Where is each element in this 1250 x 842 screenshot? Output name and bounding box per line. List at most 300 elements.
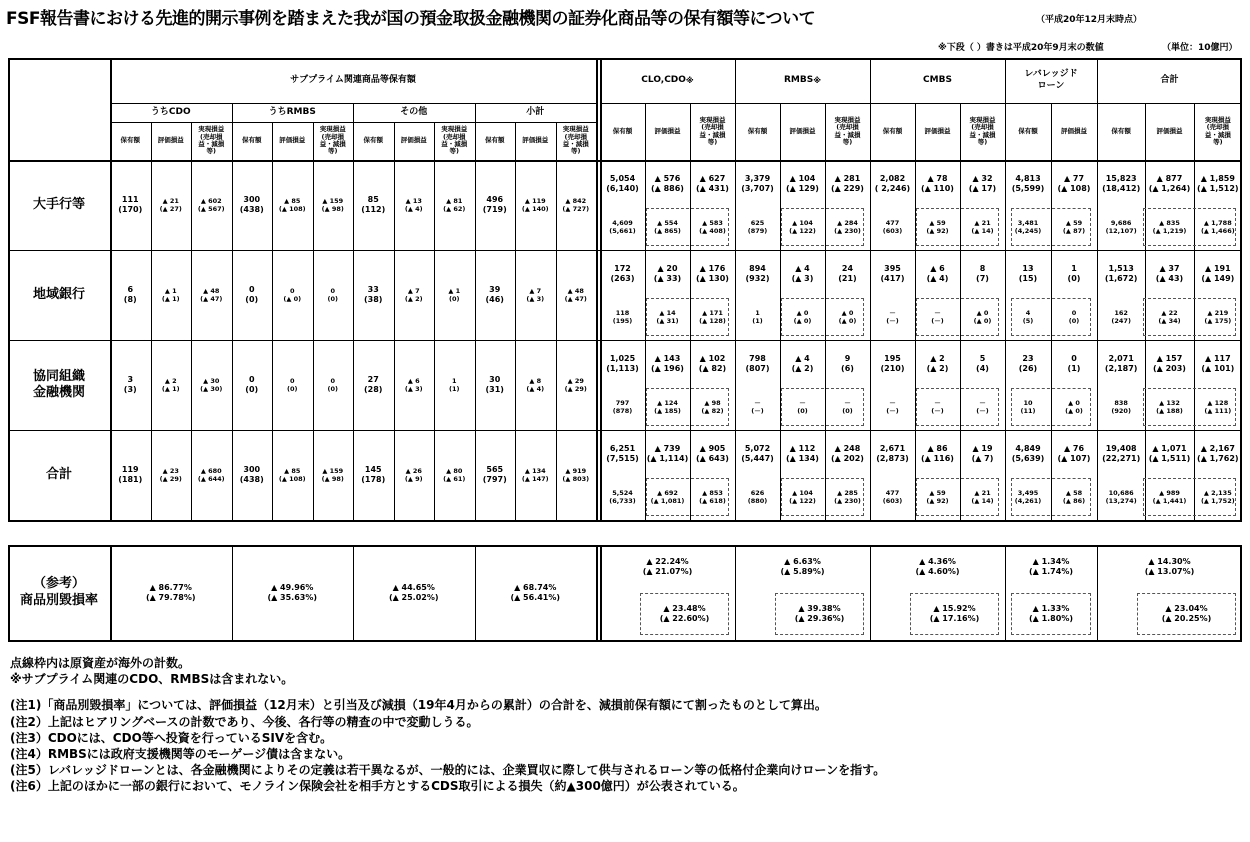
current-value: ▲ 8 — [529, 376, 542, 385]
value-cell — [434, 180, 475, 230]
value-cell — [515, 450, 556, 500]
current-value: ▲ 48 — [567, 286, 584, 295]
value-cell — [353, 180, 394, 230]
prior-value: (▲ 43) — [1155, 274, 1184, 283]
prior-value: (3,707) — [741, 184, 774, 193]
column-header: 評価損益 — [279, 136, 306, 145]
prior-value: (5) — [1022, 317, 1034, 325]
ref-row-label: （参考） 商品別毀損率 — [19, 576, 98, 608]
current-value: ▲ 602 — [200, 196, 222, 205]
column-header: 実現損益 (売却損 益・減損 等) — [198, 125, 225, 156]
value-cell — [735, 436, 780, 472]
current-value: ▲ 877 — [1156, 174, 1183, 183]
current-value: 3,379 — [744, 174, 771, 183]
prior-value: (▲ 4) — [404, 205, 423, 213]
current-value: ▲ 117 — [1205, 354, 1231, 363]
prior-value: (0) — [797, 407, 808, 415]
prior-value: (▲ 229) — [831, 184, 864, 193]
prior-value: (▲ 17) — [968, 184, 997, 193]
prior-value: (▲ 431) — [696, 184, 729, 193]
prior-value: (▲ 1,512) — [1197, 184, 1239, 193]
current-value: ▲ 248 — [834, 444, 861, 453]
prior-value: (▲ 203) — [1153, 364, 1186, 373]
current-value: ▲ 104 — [792, 218, 813, 227]
prior-value: (▲ 202) — [831, 454, 864, 463]
prior-value: (▲ 92) — [926, 497, 949, 505]
current-value: － — [889, 308, 896, 317]
ref-top-border — [8, 545, 1242, 547]
current-value: 1,025 — [609, 354, 636, 363]
foreign-value-cell — [825, 210, 870, 244]
current-value: ▲ 2,135 — [1203, 488, 1232, 497]
prior-value: (181) — [118, 475, 143, 484]
current-value: ▲ 739 — [654, 444, 681, 453]
prior-value: (▲ 107) — [1057, 454, 1091, 463]
value-cell — [870, 436, 915, 472]
foreign-value-cell — [1051, 480, 1097, 514]
prior-value: (▲ 2) — [791, 364, 814, 373]
foreign-value-cell — [645, 210, 690, 244]
value-cell — [353, 270, 394, 320]
prior-value: (▲ 865) — [654, 227, 681, 235]
value-cell — [1005, 256, 1051, 292]
current-value: － — [934, 308, 941, 317]
current-value: ▲ 30 — [203, 376, 220, 385]
foreign-loss-rate-cell — [910, 595, 999, 633]
note-6: (注6）上記のほかに一部の銀行において、モノライン保険会社を相手方とするCDS取引による損失（約▲300億円）が公表されている。 — [10, 779, 745, 794]
current-value: ▲ 22.24% — [646, 557, 689, 566]
current-value: ▲ 285 — [837, 488, 858, 497]
current-value: ▲ 98 — [704, 398, 721, 407]
prior-value: (▲ 230) — [834, 227, 861, 235]
current-value: ▲ 6.63% — [784, 557, 821, 566]
current-value: ▲ 26 — [405, 466, 422, 475]
current-value: － — [979, 398, 986, 407]
value-cell — [475, 270, 516, 320]
current-value: 0 — [1071, 308, 1077, 317]
foreign-loss-rate-cell — [1137, 595, 1236, 633]
value-cell — [1051, 166, 1097, 202]
prior-value: (▲ 0) — [1065, 407, 1083, 415]
row-label-3: 合計 — [45, 466, 72, 482]
product-name: CMBS — [923, 74, 952, 85]
current-value: ▲ 104 — [789, 174, 816, 183]
current-value: ▲ 124 — [657, 398, 678, 407]
prior-value: (▲ 4.60%) — [915, 567, 960, 576]
prior-value: (▲ 408) — [699, 227, 726, 235]
prior-value: (▲ 111) — [1204, 407, 1232, 415]
prior-value: (▲ 108) — [278, 205, 306, 213]
prior-value: (▲ 5.89%) — [780, 567, 825, 576]
prior-value: (▲ 14) — [971, 227, 994, 235]
foreign-value-cell — [870, 480, 915, 514]
value-cell — [191, 450, 232, 500]
title-date: （平成20年12月末時点） — [1036, 15, 1143, 25]
current-value: ▲ 835 — [1159, 218, 1180, 227]
prior-value: (▲ 1,081) — [650, 497, 685, 505]
prior-value: (▲ 17.16%) — [929, 614, 980, 623]
foreign-value-cell — [1097, 210, 1145, 244]
current-value: ▲ 13 — [405, 196, 422, 205]
value-cell — [1005, 166, 1051, 202]
prior-value: (▲ 0) — [973, 317, 992, 325]
prior-value: (▲ 122) — [789, 497, 816, 505]
prior-value: (7,515) — [606, 454, 639, 463]
prior-value: (▲ 82) — [701, 407, 724, 415]
current-value: 894 — [749, 264, 766, 273]
subprime-right-border — [596, 58, 598, 520]
current-value: － — [754, 398, 761, 407]
prior-value: (▲ 87) — [1062, 227, 1086, 235]
prior-value: (▲ 7) — [971, 454, 994, 463]
current-value: ▲ 6 — [407, 376, 420, 385]
foreign-value-cell — [1005, 390, 1051, 424]
foreign-value-cell — [1097, 480, 1145, 514]
footnote-mark: ※ — [685, 75, 694, 85]
current-value: ▲ 1,859 — [1200, 174, 1235, 183]
table-bottom-border — [8, 520, 1242, 522]
prior-value: (▲ 147) — [521, 475, 549, 483]
value-cell — [232, 270, 273, 320]
current-value: 4,849 — [1015, 444, 1041, 453]
current-value: 5 — [979, 354, 986, 363]
current-value: ▲ 23 — [162, 466, 179, 475]
foreign-value-cell — [1005, 480, 1051, 514]
foreign-value-cell — [1051, 210, 1097, 244]
value-cell — [870, 256, 915, 292]
prior-value: (2,873) — [876, 454, 909, 463]
loss-rate-cell — [1097, 548, 1242, 586]
value-cell — [825, 436, 870, 472]
value-cell — [110, 360, 151, 410]
current-value: 39 — [489, 285, 501, 294]
value-cell — [232, 360, 273, 410]
row-divider — [8, 340, 1242, 341]
current-value: 496 — [486, 195, 504, 204]
value-cell — [515, 180, 556, 230]
value-cell — [434, 270, 475, 320]
value-cell — [825, 346, 870, 382]
value-cell — [353, 360, 394, 410]
value-cell — [353, 450, 394, 500]
loss-rate-cell — [232, 570, 354, 615]
current-value: 119 — [121, 465, 139, 474]
current-value: ▲ 22 — [1161, 308, 1178, 317]
current-value: ▲ 583 — [702, 218, 723, 227]
foreign-value-cell — [1051, 300, 1097, 334]
prior-value: (▲ 98) — [321, 475, 344, 483]
prior-value: (▲ 1,441) — [1152, 497, 1187, 505]
value-cell — [645, 436, 690, 472]
foreign-value-cell — [600, 300, 645, 334]
prior-value: (▲ 128) — [699, 317, 726, 325]
value-cell — [915, 256, 960, 292]
foreign-value-cell — [825, 390, 870, 424]
row-label-1: 地域銀行 — [32, 286, 85, 302]
current-value: ▲ 7 — [407, 286, 420, 295]
foreign-value-cell — [1145, 210, 1193, 244]
value-cell — [1097, 256, 1145, 292]
current-value: ▲ 23.04% — [1165, 604, 1208, 613]
column-header: 実現損益 (売却損 益・減損 等) — [1204, 115, 1231, 146]
prior-value: (－) — [931, 407, 944, 415]
value-cell — [960, 166, 1005, 202]
prior-value: (▲ 185) — [654, 407, 681, 415]
prior-value: (▲ 29) — [159, 475, 182, 483]
prior-value: (0) — [245, 385, 259, 394]
current-value: ▲ 191 — [1205, 264, 1231, 273]
current-value: 195 — [884, 354, 901, 363]
column-header: 評価損益 — [1156, 126, 1183, 135]
current-value: 0 — [330, 286, 336, 295]
current-value: 625 — [750, 218, 765, 227]
foreign-loss-rate-cell — [640, 595, 729, 633]
current-value: ▲ 81 — [446, 196, 463, 205]
current-value: ▲ 23.48% — [663, 604, 706, 613]
prior-value: (▲ 1) — [161, 295, 180, 303]
current-value: 23 — [1022, 354, 1034, 363]
value-cell — [313, 270, 354, 320]
current-value: 2,071 — [1108, 354, 1134, 363]
subgroup-header-0: うちCDO — [150, 106, 191, 117]
foreign-value-cell — [735, 210, 780, 244]
prior-value: (1) — [1067, 364, 1081, 373]
current-value: ▲ 989 — [1159, 488, 1180, 497]
foreign-value-cell — [915, 210, 960, 244]
foreign-value-cell — [735, 390, 780, 424]
value-cell — [313, 360, 354, 410]
current-value: ▲ 102 — [699, 354, 726, 363]
foreign-value-cell — [825, 300, 870, 334]
current-value: 19,408 — [1105, 444, 1137, 453]
current-value: ▲ 627 — [699, 174, 726, 183]
current-value: 2,671 — [879, 444, 906, 453]
prior-value: (▲ 108) — [1057, 184, 1091, 193]
prior-value: (417) — [880, 274, 905, 283]
foreign-value-cell — [1145, 480, 1193, 514]
prior-value: (▲ 13.07%) — [1144, 567, 1195, 576]
current-value: ▲ 29 — [567, 376, 584, 385]
prior-value: (▲ 20.25%) — [1161, 614, 1212, 623]
prior-value: (▲ 47) — [564, 295, 587, 303]
foreign-value-cell — [1145, 300, 1193, 334]
value-cell — [960, 436, 1005, 472]
current-value: ▲ 6 — [930, 264, 945, 273]
ref-subprime-border — [596, 545, 598, 640]
subprime-header: サブプライム関連商品等保有額 — [290, 74, 416, 85]
prior-value: (21) — [838, 274, 857, 283]
current-value: ▲ 1 — [448, 286, 461, 295]
value-cell — [556, 270, 597, 320]
current-value: ▲ 132 — [1159, 398, 1180, 407]
prior-value: (178) — [361, 475, 386, 484]
prior-value: (38) — [364, 295, 383, 304]
current-value: ▲ 1,071 — [1152, 444, 1187, 453]
value-cell — [191, 270, 232, 320]
prior-value: (▲ 0) — [838, 317, 857, 325]
value-cell — [272, 360, 313, 410]
foreign-value-cell — [1145, 390, 1193, 424]
current-value: ▲ 157 — [1156, 354, 1183, 363]
value-cell — [434, 450, 475, 500]
product-name: RMBS — [783, 74, 814, 85]
prior-value: (▲ 196) — [651, 364, 684, 373]
note-2: (注2）上記はヒアリングベースの計数であり、今後、各行等の精査の中で変動しうる。 — [10, 714, 479, 729]
column-header: 保有額 — [1111, 126, 1131, 135]
prior-value: (▲ 567) — [197, 205, 225, 213]
current-value: ▲ 78 — [927, 174, 948, 183]
unit-label: （単位：10億円） — [1162, 43, 1238, 53]
value-cell — [232, 450, 273, 500]
value-cell — [1194, 166, 1242, 202]
prior-value: (▲ 149) — [1201, 274, 1235, 283]
prior-value: (▲ 62) — [443, 205, 466, 213]
current-value: 0 — [289, 286, 295, 295]
foreign-loss-rate-cell — [1011, 595, 1091, 633]
value-cell — [960, 346, 1005, 382]
foreign-value-cell — [960, 390, 1005, 424]
prior-value: (－) — [886, 407, 899, 415]
value-cell — [1051, 436, 1097, 472]
prior-value: (0) — [327, 295, 338, 303]
current-value: ▲ 128 — [1207, 398, 1229, 407]
value-cell — [870, 346, 915, 382]
prior-value: (▲ 27) — [159, 205, 182, 213]
foreign-value-cell — [870, 300, 915, 334]
prior-value: (31) — [485, 385, 504, 394]
prior-value: (▲ 643) — [696, 454, 729, 463]
product-header-0 — [600, 58, 735, 103]
current-value: ▲ 19 — [972, 444, 993, 453]
prior-value: (▲ 727) — [562, 205, 590, 213]
current-value: 5,054 — [609, 174, 636, 183]
current-value: ▲ 0 — [841, 308, 854, 317]
current-value: 0 — [248, 285, 255, 294]
prior-value: (879) — [747, 227, 768, 235]
note-lower-figures: ※下段（ ）書きは平成20年9月末の数値 — [938, 43, 1104, 53]
value-cell — [735, 166, 780, 202]
prior-value: (▲ 644) — [197, 475, 225, 483]
current-value: ▲ 39.38% — [798, 604, 841, 613]
value-cell — [1194, 346, 1242, 382]
value-cell — [272, 270, 313, 320]
prior-value: (▲ 14) — [971, 497, 994, 505]
current-value: ▲ 680 — [200, 466, 222, 475]
prior-value: (▲ 101) — [1201, 364, 1235, 373]
prior-value: (▲ 56.41%) — [510, 592, 561, 602]
prior-value: (▲ 129) — [786, 184, 819, 193]
column-header: 実現損益 (売却損 益・減損 等) — [699, 115, 726, 146]
prior-value: (2,187) — [1104, 364, 1138, 373]
foreign-value-cell — [1194, 210, 1242, 244]
current-value: － — [889, 398, 896, 407]
prior-value: (▲ 130) — [696, 274, 729, 283]
current-value: ▲ 58 — [1065, 488, 1083, 497]
current-value: ▲ 1.33% — [1032, 604, 1070, 613]
subgroup-header-3: 小計 — [526, 106, 545, 117]
prior-value: (▲ 98) — [321, 205, 344, 213]
prior-value: (0) — [287, 385, 298, 393]
current-value: ▲ 842 — [565, 196, 587, 205]
loss-rate-cell — [110, 570, 232, 615]
row-label-2: 協同組織 金融機関 — [32, 368, 85, 400]
column-header: 評価損益 — [654, 126, 681, 135]
foreign-value-cell — [1005, 210, 1051, 244]
current-value: ▲ 576 — [654, 174, 681, 183]
value-cell — [272, 450, 313, 500]
foreign-value-cell — [600, 480, 645, 514]
current-value: ▲ 554 — [657, 218, 678, 227]
value-cell — [690, 436, 735, 472]
foreign-value-cell — [735, 480, 780, 514]
product-header-4 — [1097, 58, 1242, 103]
prior-value: (6,733) — [609, 497, 636, 505]
prior-value: (263) — [610, 274, 635, 283]
current-value: 838 — [1114, 398, 1128, 407]
foreign-value-cell — [780, 300, 825, 334]
foreign-value-cell — [825, 480, 870, 514]
value-cell — [825, 166, 870, 202]
foreign-value-cell — [690, 300, 735, 334]
foreign-value-cell — [1005, 300, 1051, 334]
prior-value: (22,271) — [1102, 454, 1141, 463]
product-header-3 — [1005, 58, 1097, 103]
column-header: 評価損益 — [789, 126, 816, 135]
current-value: ▲ 59 — [929, 218, 946, 227]
value-cell — [151, 270, 192, 320]
current-value: ▲ 159 — [322, 196, 344, 205]
value-cell — [960, 256, 1005, 292]
current-value: ▲ 59 — [1065, 218, 1083, 227]
current-value: 0 — [1071, 354, 1077, 363]
loss-rate-cell — [353, 570, 475, 615]
value-cell — [151, 450, 192, 500]
value-cell — [780, 256, 825, 292]
foreign-value-cell — [690, 210, 735, 244]
foreign-value-cell — [780, 390, 825, 424]
value-cell — [1005, 346, 1051, 382]
value-cell — [110, 270, 151, 320]
value-cell — [394, 270, 435, 320]
current-value: ▲ 281 — [834, 174, 861, 183]
value-cell — [600, 436, 645, 472]
prior-value: (▲ 2) — [404, 295, 423, 303]
current-value: 15,823 — [1105, 174, 1137, 183]
value-cell — [475, 180, 516, 230]
value-cell — [870, 166, 915, 202]
foreign-value-cell — [870, 390, 915, 424]
current-value: ▲ 80 — [446, 466, 463, 475]
current-value: 4,609 — [612, 218, 633, 227]
prior-value: (－) — [976, 407, 989, 415]
value-cell — [110, 450, 151, 500]
current-value: 6,251 — [609, 444, 636, 453]
prior-value: (▲ 2) — [926, 364, 949, 373]
prior-value: (▲ 22.60%) — [659, 614, 710, 623]
prior-value: (▲ 1,511) — [1148, 454, 1191, 463]
column-header: 保有額 — [612, 126, 633, 135]
current-value: ▲ 59 — [929, 488, 946, 497]
value-cell — [434, 360, 475, 410]
note-1: (注1)「商品別毀損率」については、評価損益（12月末）と引当及び減損（19年4月からの累計）の合計を、減損前保有額にて割ったものとして算出。 — [10, 698, 827, 713]
prior-value: (878) — [612, 407, 633, 415]
row-divider — [8, 250, 1242, 251]
current-value: 33 — [367, 285, 379, 294]
current-value: ▲ 4 — [795, 264, 810, 273]
prior-value: (1) — [449, 385, 460, 393]
value-cell — [1145, 256, 1193, 292]
current-value: ▲ 21 — [974, 488, 991, 497]
